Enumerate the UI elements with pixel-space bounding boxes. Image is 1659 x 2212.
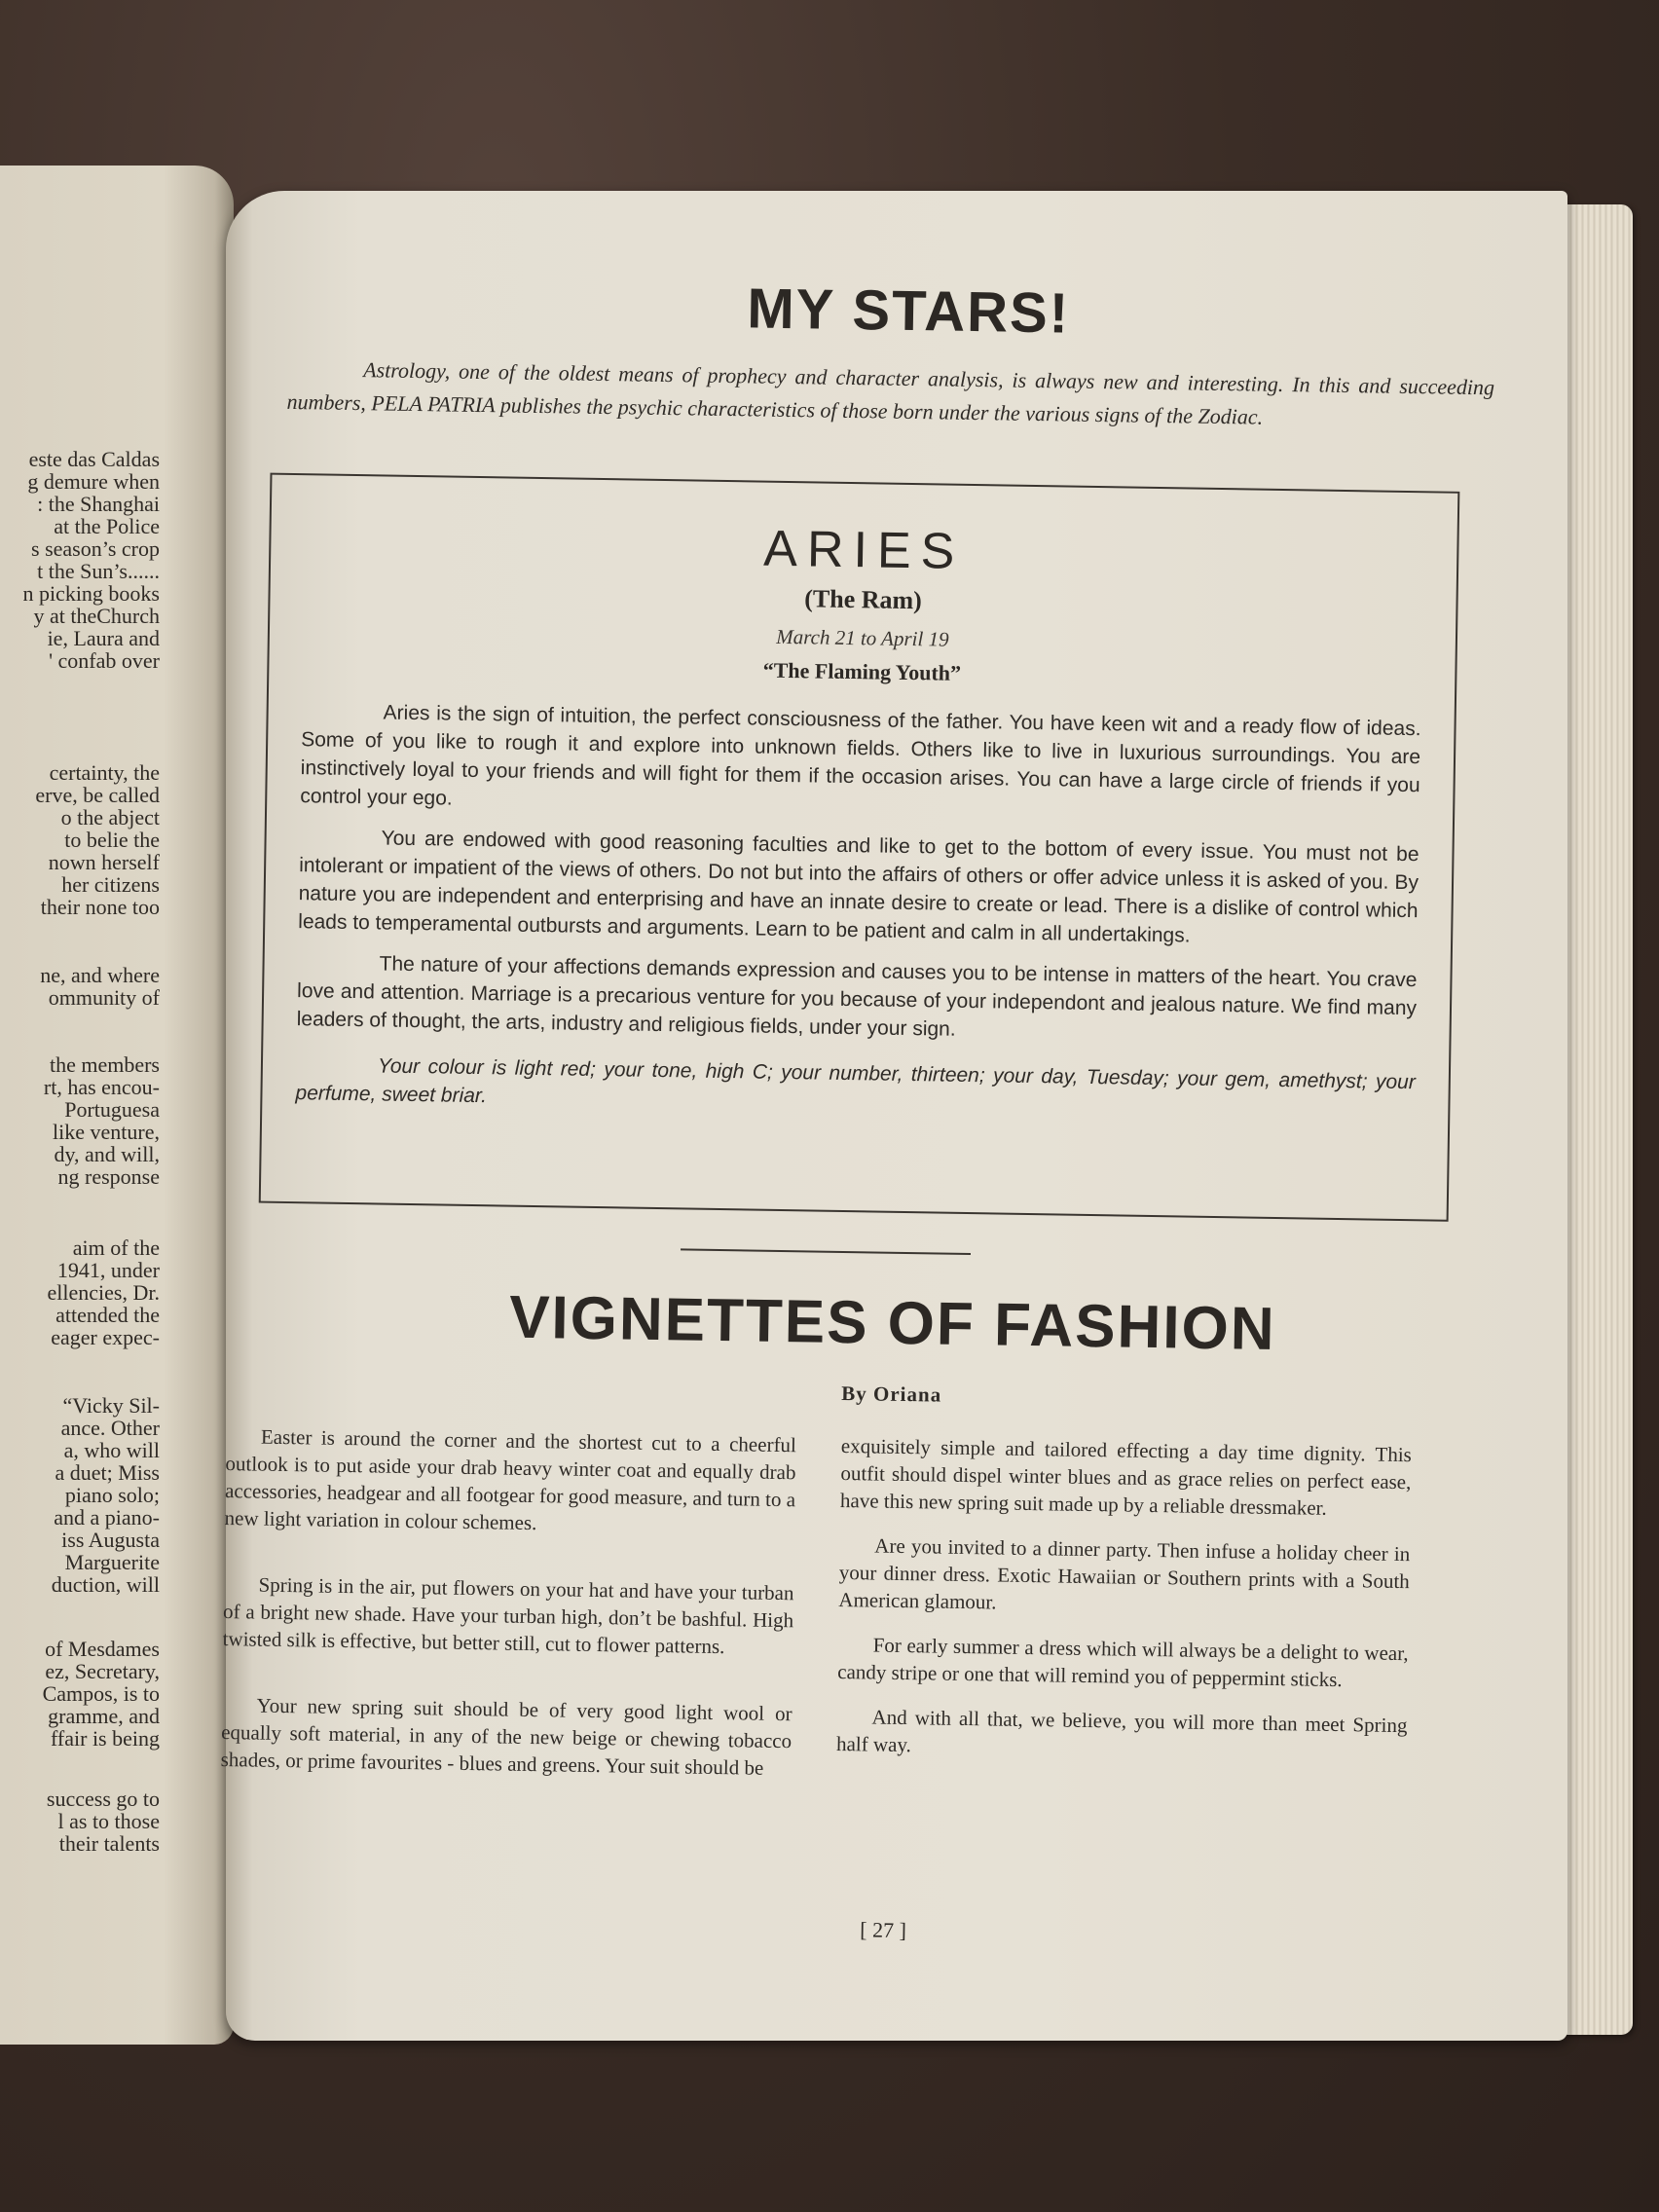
- left-line: aim of the: [72, 1235, 160, 1260]
- left-line: like venture,: [53, 1120, 160, 1144]
- fashion-heading: VIGNETTES OF FASHION: [508, 1283, 1277, 1363]
- aries-dates: March 21 to April 19: [776, 624, 949, 651]
- left-line: ie, Laura and: [47, 626, 160, 650]
- left-column-block: [0, 964, 160, 1009]
- section-divider: [681, 1248, 971, 1255]
- left-line: at the Police: [54, 514, 160, 538]
- facing-page-left: [0, 166, 234, 2045]
- page-number: [ 27 ]: [860, 1917, 907, 1943]
- left-line: the members: [49, 1052, 160, 1077]
- left-line: nown herself: [48, 850, 160, 874]
- left-column-block: [0, 1788, 160, 1855]
- aries-attributes: Your colour is light red; your tone, high C; your number, thirteen; your day, Tuesday; your gem, amethyst; your perfume, sweet briar.: [295, 1054, 1416, 1108]
- left-line: a, who will: [63, 1438, 160, 1462]
- aries-paragraph: You are endowed with good reasoning faculties and like to get to the bottom of every issue. You must not be intolerant or impatient of the views of others. Do not but into the affairs of others or offer advice unless it is asked of you. By nature you are independent and enterprising and have an innate desire to create or lead. There is a dislike of control which leads to temperamental outbursts and arguments. Learn to be patient and calm in all undertakings.: [298, 827, 1419, 947]
- fashion-paragraph: Your new spring suit should be of very good light wool or equally soft material, in any of the new beige or chewing tobacco shades, or prime favourites - blues and greens. Your suit should be: [220, 1693, 793, 1780]
- left-line: l as to those: [57, 1809, 160, 1833]
- left-line: n picking books: [22, 581, 160, 606]
- page-title: MY STARS!: [746, 276, 1071, 346]
- left-line: and a piano-: [54, 1505, 160, 1530]
- magazine-page: [220, 191, 1567, 2041]
- fashion-column-right: [836, 1432, 1412, 1784]
- left-line: este das Caldas: [28, 447, 160, 471]
- fashion-paragraph: And with all that, we believe, you will more than meet Spring half way.: [835, 1705, 1408, 1757]
- fashion-paragraph: Easter is around the corner and the shortest cut to a cheerful outlook is to put aside your drab heavy winter coat and equally drab accessories, headgear and all footgear for good measure, and turn to a new light variation in colour schemes.: [224, 1424, 797, 1535]
- left-line: rt, has encou-: [43, 1075, 160, 1099]
- left-line: certainty, the: [49, 760, 160, 785]
- left-line: Campos, is to: [42, 1681, 160, 1706]
- left-line: Marguerite: [64, 1550, 160, 1574]
- left-line: ng response: [57, 1164, 160, 1189]
- left-column-block: [0, 1236, 160, 1348]
- fashion-paragraph: Are you invited to a dinner party. Then infuse a holiday cheer in your dinner dress. Exotic Hawaiian or Southern prints with a South American glamour.: [838, 1533, 1411, 1614]
- left-column-block: [0, 761, 160, 918]
- left-line: “Vicky Sil-: [62, 1393, 160, 1418]
- fashion-paragraph: exquisitely simple and tailored effecting a day time dignity. This outfit should dispel winter blues and as grace relies on perfect ease, have this new spring suit made up by a reliable dressmaker.: [839, 1433, 1412, 1520]
- left-line: iss Augusta: [61, 1528, 160, 1552]
- left-line: ellencies, Dr.: [47, 1280, 160, 1305]
- left-line: gramme, and: [48, 1704, 160, 1728]
- aries-paragraph: The nature of your affections demands expression and causes you to be intense in matters of the heart. You crave love and attention. Marriage is a precarious venture for you because of your independont and jealous nature. We find many leaders of thought, the arts, industry and religious fields, under your sign.: [296, 952, 1418, 1041]
- left-line: their none too: [40, 895, 160, 919]
- left-line: o the abject: [60, 805, 160, 830]
- aries-heading: ARIES: [762, 520, 965, 580]
- left-line: Portuguesa: [64, 1097, 160, 1122]
- left-line: a duet; Miss: [55, 1460, 160, 1485]
- left-line: to belie the: [64, 828, 160, 852]
- aries-paragraph: Aries is the sign of intuition, the perfect consciousness of the father. You have keen wit and a ready flow of ideas. Some of you like to rough it and explore into unknown fields. Others like to live in luxurious surroundings. You are instinctively loyal to your friends and will fight for them if the occasion arises. You can have a large circle of friends if you control your ego.: [300, 701, 1421, 810]
- left-line: her citizens: [61, 872, 160, 897]
- left-line: t the Sun’s......: [37, 559, 160, 583]
- left-line: y at theChurch: [33, 604, 160, 628]
- left-line: : the Shanghai: [37, 492, 160, 516]
- left-line: success go to: [46, 1787, 160, 1811]
- left-line: ommunity of: [48, 985, 160, 1010]
- fashion-paragraph: For early summer a dress which will always be a delight to wear, candy stripe or one that will remind you of peppermint sticks.: [837, 1633, 1409, 1692]
- left-line: ance. Other: [60, 1416, 160, 1440]
- aries-nickname: “The Flaming Youth”: [762, 657, 962, 685]
- left-line: piano solo;: [64, 1483, 160, 1507]
- page-content: [210, 180, 1581, 2050]
- fashion-byline: By Oriana: [841, 1381, 942, 1407]
- intro-paragraph: Astrology, one of the oldest means of prophecy and character analysis, is always new and interesting. In this and succeeding numbers, PELA PATRIA publishes the psychic characteristics of those born under the various signs of the Zodiac.: [286, 357, 1495, 429]
- left-line: ez, Secretary,: [45, 1659, 160, 1683]
- left-line: of Mesdames: [45, 1637, 160, 1661]
- fashion-paragraph: Spring is in the air, put flowers on your hat and have your turban of a bright new shade. Have your turban high, don’t be bashful. High twisted silk is effective, but better still, cut to flower patterns.: [222, 1572, 794, 1659]
- left-line: duction, will: [51, 1572, 160, 1597]
- aries-box: [259, 473, 1460, 1222]
- left-column-block: [0, 1394, 160, 1596]
- aries-body: [295, 697, 1421, 1137]
- left-line: s season’s crop: [31, 536, 160, 561]
- left-line: ne, and where: [40, 963, 160, 987]
- left-column-block: [0, 1638, 160, 1750]
- left-column-block: [0, 448, 160, 672]
- left-column-block: [0, 1053, 160, 1188]
- left-line: g demure when: [27, 469, 160, 494]
- left-line: eager expec-: [51, 1325, 160, 1349]
- left-line: ffair is being: [50, 1726, 160, 1751]
- left-line: dy, and will,: [54, 1142, 160, 1166]
- fashion-column-left: [220, 1422, 796, 1821]
- left-line: their talents: [58, 1831, 160, 1856]
- left-line: erve, be called: [35, 783, 160, 807]
- left-line: attended the: [55, 1303, 160, 1327]
- left-line: 1941, under: [56, 1258, 160, 1282]
- aries-subtitle: (The Ram): [804, 584, 923, 615]
- left-line: ' confab over: [49, 648, 160, 673]
